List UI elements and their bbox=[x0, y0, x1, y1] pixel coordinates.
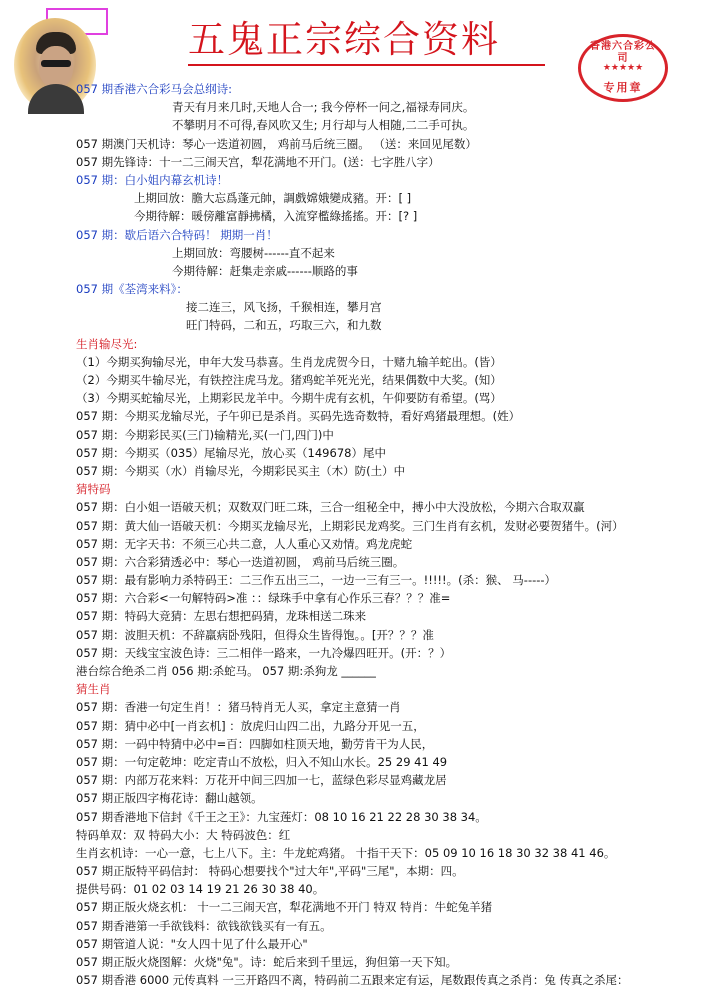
text-line: 旺门特码，二和五，巧取三六，和九数 bbox=[186, 318, 382, 333]
text-line: 057 期：歇后语六合特码！ 期期一肖！ bbox=[76, 227, 278, 242]
text-line: 057 期管道人说："女人四十见了什么最开心" bbox=[76, 936, 308, 951]
text-line: 今期待解：赶集走亲戚------顺路的事 bbox=[172, 263, 358, 278]
text-line: 生肖输尽光: bbox=[76, 336, 138, 351]
seal-stars bbox=[581, 63, 665, 73]
seal-star-icons: ★★★★★ bbox=[602, 63, 644, 73]
text-line: （3）今期买蛇输尽光，上期彩民龙羊中。今期牛虎有玄机，午仰要防有希望。(骂） bbox=[76, 391, 502, 406]
text-line: 提供号码：01 02 03 14 19 21 26 30 38 40。 bbox=[76, 882, 325, 897]
text-line: 057 期：白小姐内幕玄机诗！ bbox=[76, 172, 229, 187]
text-line: 057 期正版火烧玄机： 十一二三闹天宫，犁花满地不开门 特双 特肖：牛蛇兔羊猪 bbox=[76, 900, 493, 915]
text-line: 057 期：白小姐一语破天机；双数双门旺二珠，三合一组秘全中，搏小中大没放松，今期六合取双赢 bbox=[76, 500, 585, 515]
text-line: 057 期：今期买龙输尽光，子午卯已是杀肖。买码先选奇数特，看好鸡猪最理想。(姓） bbox=[76, 409, 521, 424]
text-line: 057 期：六合彩<一句解特码>准 ：：绿珠手中拿有心作乐三春？？？准= bbox=[76, 591, 451, 606]
text-line: 057 期：波胆天机：不辞羸病卧残阳，但得众生皆得饱。。[开？？？准 bbox=[76, 627, 434, 642]
text-line: 057 期：六合彩猜透必中：琴心一迭道初圆， 鸡前马后统三圈。 bbox=[76, 554, 405, 569]
text-line: 青天有月来几时,天地人合一; 我今停杯一问之,福禄寿同庆。 bbox=[172, 100, 475, 115]
text-line: （1）今期买狗输尽光，申年大发马恭喜。生肖龙虎贺今日，十赌九输羊蛇出。(皆） bbox=[76, 354, 502, 369]
text-line: 057 期：今期彩民买(三门)输精光,买(一门,四门)中 bbox=[76, 427, 334, 442]
text-line: 057 期香港地下信封《千王之王》：九宝莲灯：08 10 16 21 22 28 30 38 34。 bbox=[76, 809, 487, 824]
portrait-face bbox=[39, 46, 73, 88]
text-line: 057 期：今期买（035）尾输尽光，放心买（149678）尾中 bbox=[76, 445, 386, 460]
text-line: 猜生肖 bbox=[76, 682, 111, 697]
seal-ring-text: 香港六合彩公司 bbox=[590, 41, 656, 64]
text-line: 057 期：一码中特猜中必中=百：四脚如柱顶天地，勤劳肯干为人民， bbox=[76, 736, 434, 751]
page-title: 五鬼正宗综合资料 bbox=[188, 18, 500, 61]
document-body bbox=[76, 80, 716, 989]
text-line: 057 期香港 6000 元传真料 一三开路四不离，特码前二五跟来定有运，尾数跟传真之杀肖：兔 传真之杀尾： bbox=[76, 973, 629, 988]
text-line: 057 期正版火烧图解：火烧"兔"。诗：蛇后来到千里远，狗但第一天下知。 bbox=[76, 955, 458, 969]
text-line: 特码单双：双 特码大小：大 特码波色：红 bbox=[76, 827, 291, 842]
text-line: 生肖玄机诗：一心一意，七上八下。主：牛龙蛇鸡猪。 十指干天下：05 09 10 16 18 30 32 38 41 46。 bbox=[76, 845, 616, 860]
text-line: 上期回放：膽大忘爲蓬元帥，調戲嫦娥變成豬。开：[ ] bbox=[134, 191, 412, 206]
text-line: 057 期澳门天机诗：琴心一迭道初圆， 鸡前马后统三圈。 （送：来回见尾数） bbox=[76, 136, 477, 151]
title-underline bbox=[188, 64, 545, 66]
text-line: 057 期正版四字梅花诗：翻山越领。 bbox=[76, 791, 263, 806]
text-line: 上期回放：弯腰树------直不起来 bbox=[172, 245, 335, 260]
text-line: 057 期先锋诗：十一二三闹天宫，犁花满地不开门。(送：七字胜八字） bbox=[76, 154, 440, 169]
text-line: 057 期：猜中必中[一肖玄机] ：放虎归山四二出，九路分开见一五， bbox=[76, 718, 425, 733]
text-line: 057 期：今期买（水）肖输尽光，今期彩民买主（木）防(土）中 bbox=[76, 463, 406, 478]
text-line: 057 期：天线宝宝波色诗：三二相伴一路来，一九冷爆四旺开。(开：？） bbox=[76, 645, 452, 660]
text-line: 今期待解：暖傍離富靜拂橘，入流穿檻綠搖搖。开：[? ] bbox=[134, 209, 418, 224]
text-line: 057 期香港第一手欲钱料：欲钱欲钱买有一有五。 bbox=[76, 918, 332, 933]
text-line: 057 期《荃湾来料》： bbox=[76, 282, 188, 297]
text-line: 057 期香港六合彩马会总纲诗: bbox=[76, 82, 232, 96]
text-line: 057 期：特码大竞猜：左思右想把码猜，龙珠相送二珠来 bbox=[76, 609, 367, 624]
text-line: 猜特码 bbox=[76, 482, 111, 497]
text-line: 057 期：香港一句定生肖！：猪马特肖无人买，拿定主意猜一肖 bbox=[76, 700, 401, 715]
text-line: 057 期正版特平码信封： 特码心想要找个"过大年",平码"三尾"，本期：四。 bbox=[76, 864, 464, 879]
text-line: 057 期：内部万花来料：万花开中间三四加一七，蓝绿色彩尽显鸡藏龙居 bbox=[76, 773, 447, 788]
text-line: 057 期：最有影响力杀特码王：二三作五出三二，一边一三有三一。!!!!!。(杀：猴、 马-----） bbox=[76, 573, 557, 588]
text-line: 057 期：一句定乾坤：吃定青山不放松，归入不知山水长。25 29 41 49 bbox=[76, 754, 448, 769]
text-line: 057 期：黄大仙一语破天机：今期买龙输尽光，上期彩民龙鸡奖。三门生肖有玄机，发财必要贺猪牛。(河） bbox=[76, 518, 624, 533]
text-line: 港台综合绝杀二肖 056 期:杀蛇马。 057 期:杀狗龙 ______ bbox=[76, 664, 376, 678]
seal-label: 专用章 bbox=[603, 81, 643, 94]
portrait-glasses bbox=[41, 60, 71, 67]
text-line: 057 期：无字天书：不须三心共二意，人人重心又劝情。鸡龙虎蛇 bbox=[76, 536, 413, 551]
text-line: （2）今期买牛输尽光，有铁控注虎马龙。猪鸡蛇羊死光光，结果偶数中大奖。(知） bbox=[76, 373, 502, 387]
text-line: 不攀明月不可得,春风吹又生; 月行却与人相随,二二手可执。 bbox=[172, 118, 475, 133]
text-line: 接二连三，风飞扬，千猴相连，攀月宫 bbox=[186, 300, 382, 315]
